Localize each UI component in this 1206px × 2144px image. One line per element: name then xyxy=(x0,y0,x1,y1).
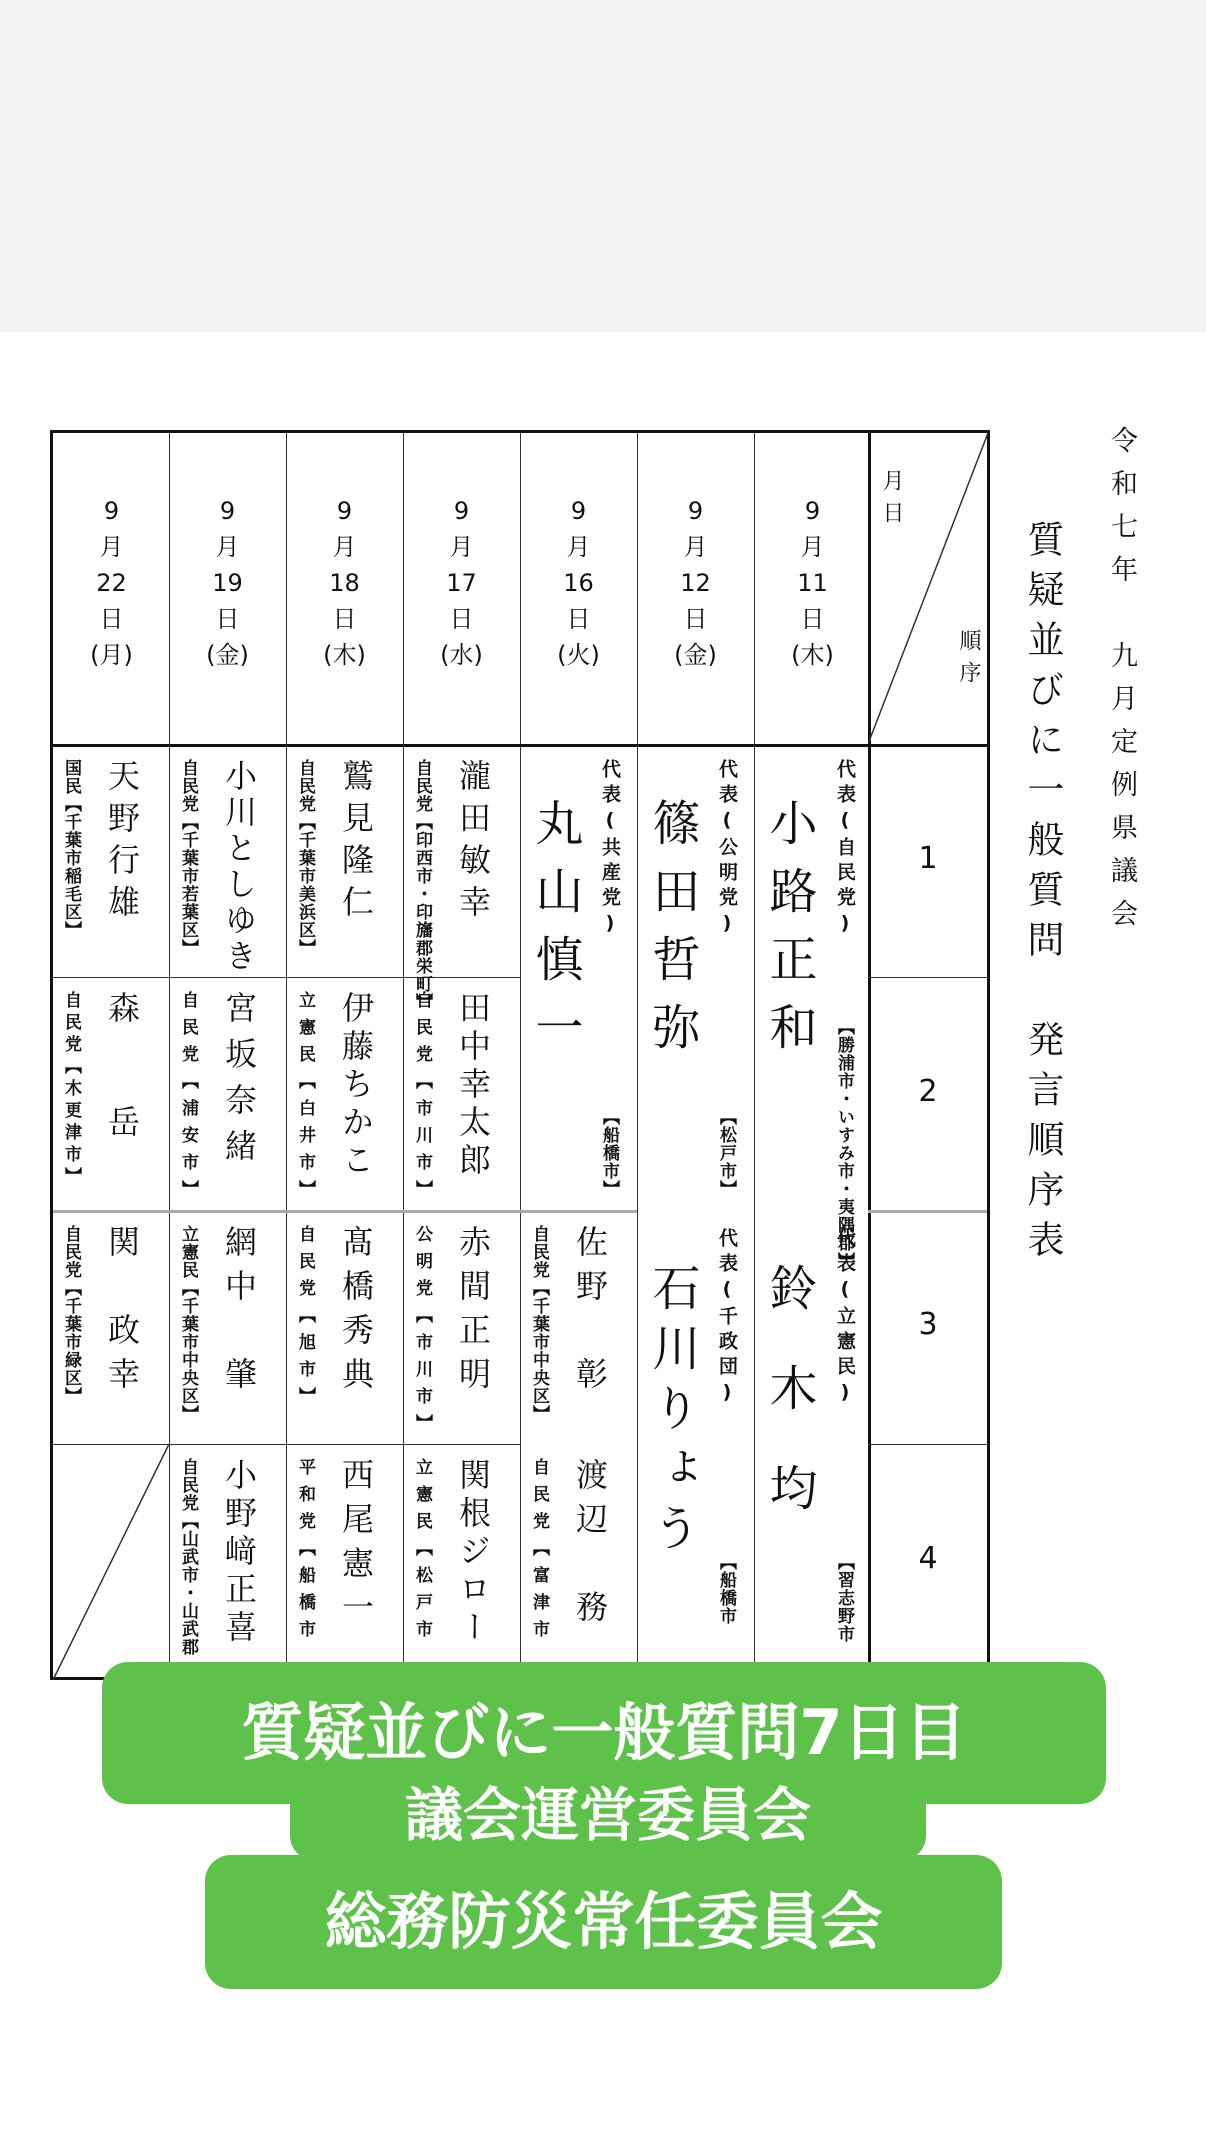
document-title: 質疑並びに一般質問 発言順序表 xyxy=(1021,520,1064,1270)
header-row-divider xyxy=(53,744,987,747)
rep-district-label: 【松戸市】 xyxy=(716,1108,736,1198)
month-day-label: 月日 xyxy=(879,469,904,533)
order-number-1: 1 xyxy=(918,841,938,876)
member-name: 西尾憲一 xyxy=(337,1458,375,1634)
member-party-label: 自民党【印西市・印旛郡栄町】 xyxy=(412,759,432,1011)
member-party-label: 平和党【船橋市 xyxy=(295,1458,315,1647)
rep-name: 石川りょう xyxy=(644,1263,700,1563)
member-party-label: 自民党【富津市 xyxy=(529,1458,549,1647)
rep-name: 篠田哲弥 xyxy=(644,798,700,1070)
member-name: 赤間正明 xyxy=(454,1225,492,1401)
rep-district-label: 【勝浦市・いすみ市・夷隅郡】 xyxy=(834,1018,854,1270)
top-gray-band xyxy=(0,0,1206,332)
member-name: 関根ジロー xyxy=(454,1458,492,1648)
banner-line-3: 総務防災常任委員会 xyxy=(205,1855,1002,1989)
member-name: 田中幸太郎 xyxy=(454,991,492,1181)
row-divider xyxy=(53,1210,637,1213)
row-divider xyxy=(868,1444,987,1445)
date-header-0916: 9 月 16 日 (火) xyxy=(557,497,600,669)
banner-line-2: 議会運営委員会 xyxy=(290,1770,926,1860)
member-name: 関 政幸 xyxy=(103,1225,141,1401)
member-party-label: 公明党【市川市】 xyxy=(412,1225,432,1441)
member-name: 網中 肇 xyxy=(220,1225,258,1401)
rep-district-label: 【船橋市】 xyxy=(599,1108,619,1198)
date-header-0917: 9 月 17 日 (水) xyxy=(440,497,483,669)
member-name: 森 岳 xyxy=(103,991,141,1143)
rep-district-label: 【船橋市 xyxy=(716,1553,736,1625)
member-name: 髙橋秀典 xyxy=(337,1225,375,1401)
member-party-label: 立憲民【千葉市中央区】 xyxy=(178,1225,198,1423)
date-header-0912: 9 月 12 日 (金) xyxy=(674,497,717,669)
member-party-label: 国民【千葉市稲毛区】 xyxy=(61,759,81,939)
order-number-3: 3 xyxy=(918,1307,938,1342)
member-party-label: 立憲民【白井市】 xyxy=(295,991,315,1207)
member-name: 小野﨑正喜 xyxy=(220,1458,258,1648)
member-name: 瀧田敏幸 xyxy=(454,759,492,927)
date-header-0911: 9 月 11 日 (木) xyxy=(791,497,834,669)
member-name: 渡辺 務 xyxy=(571,1458,609,1634)
rep-party-label: 代表(千政団) xyxy=(716,1228,738,1409)
date-header-0918: 9 月 18 日 (木) xyxy=(323,497,366,669)
member-party-label: 自民党【山武市・山武郡 xyxy=(178,1458,198,1656)
rep-party-label: 代表(自民党) xyxy=(834,759,856,940)
member-name: 鷲見隆仁 xyxy=(337,759,375,927)
member-party-label: 自民党【千葉市若葉区】 xyxy=(178,759,198,957)
member-party-label: 自民党【旭市】 xyxy=(295,1225,315,1414)
member-name: 天野行雄 xyxy=(103,759,141,927)
member-party-label: 自民党【市川市】 xyxy=(412,991,432,1207)
row-divider xyxy=(53,977,520,978)
member-party-label: 立憲民【松戸市 xyxy=(412,1458,432,1647)
member-name: 宮坂奈緒 xyxy=(220,991,258,1175)
rep-party-label: 代表(共産党) xyxy=(599,759,621,940)
speaking-order-table xyxy=(50,430,990,1680)
rep-party-label: 代表(公明党) xyxy=(716,759,738,940)
member-party-label: 自民党【千葉市緑区】 xyxy=(61,1225,81,1405)
member-name: 伊藤ちかこ xyxy=(337,991,375,1181)
rep-name: 鈴木均 xyxy=(761,1263,817,1563)
member-party-label: 自民党【千葉市美浜区】 xyxy=(295,759,315,957)
row-divider xyxy=(868,1210,987,1213)
member-name: 佐野 彰 xyxy=(571,1225,609,1401)
member-party-label: 自民党【千葉市中央区】 xyxy=(529,1225,549,1423)
banner-line-1: 質疑並びに一般質問7日目 xyxy=(102,1662,1106,1804)
order-label: 順序 xyxy=(956,629,981,693)
rep-party-label: 代表(立憲民) xyxy=(834,1228,856,1409)
empty-cell-diagonal xyxy=(53,1444,170,1680)
order-number-4: 4 xyxy=(918,1541,938,1576)
rep-name: 小路正和 xyxy=(761,798,817,1070)
rep-name: 丸山慎一 xyxy=(527,798,583,1070)
session-heading: 令和七年 九月定例県議会 xyxy=(1106,426,1137,942)
order-number-2: 2 xyxy=(918,1074,938,1109)
date-header-0922: 9 月 22 日 (月) xyxy=(90,497,133,669)
row-divider xyxy=(868,977,987,978)
member-name: 小川としゆき xyxy=(220,759,258,975)
rep-district-label: 【習志野市 xyxy=(834,1553,854,1643)
member-party-label: 自民党【木更津市】 xyxy=(61,991,81,1189)
date-header-0919: 9 月 19 日 (金) xyxy=(206,497,249,669)
member-party-label: 自民党【浦安市】 xyxy=(178,991,198,1207)
